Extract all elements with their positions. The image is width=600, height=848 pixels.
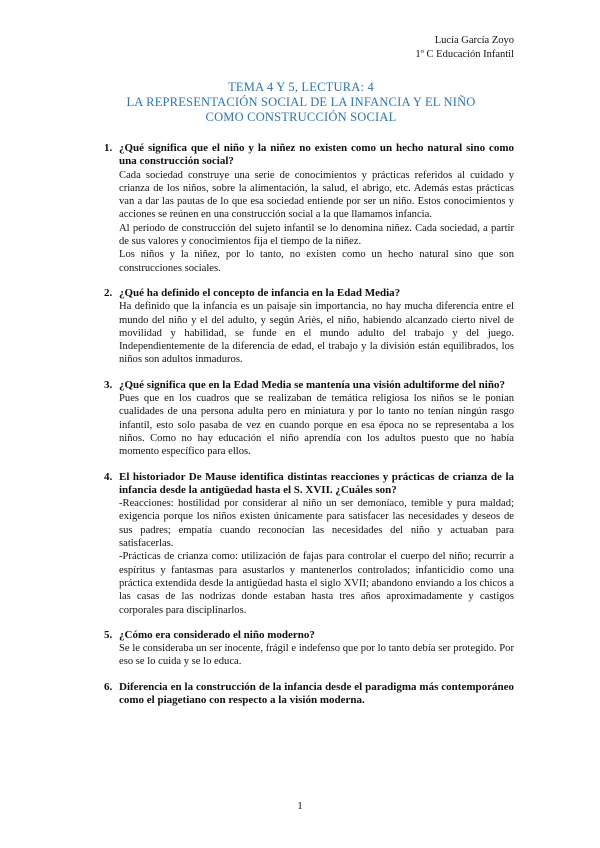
title-line-1: TEMA 4 Y 5, LECTURA: 4 [228,80,374,94]
answer-paragraph: Cada sociedad construye una serie de conocimientos y prácticas referidos al cuidado y crianza de los niños, sobre la alimentación, la salud, el abrigo, etc. Además estas prácticas van a dar las pautas de lo que esa sociedad entiende por ser un niño. Estos conocimientos y acciones se reúnen en una construcción social a la que llamamos infancia. [119,169,514,221]
question-title: ¿Qué significa que en la Edad Media se mantenía una visión adultiforme del niño? [119,378,505,391]
question-list [104,142,514,719]
author-name: Lucía García Zoyo [434,35,514,46]
title-line-3: COMO CONSTRUCCIÓN SOCIAL [205,110,397,124]
question-title: ¿Cómo era considerado el niño moderno? [119,628,315,641]
question-item [104,142,514,275]
course-name: 1º C Educación Infantil [415,49,514,60]
question-number: 5. [104,628,113,641]
answer-paragraph: -Prácticas de crianza como: utilización de fajas para controlar el cuerpo del niño; recurrir a espíritus y fantasmas para asustarlos y mantenerlos controlados; infanticidio como una práctica extendida desde la antigüedad hasta el siglo XVII; abandono enviando a los chicos a las casas de las nodrizas donde estaban hasta tres años aproximadamente y castigos corporales para disciplinarlos. [119,551,514,616]
question-item [104,379,514,459]
question-title: El historiador De Mause identifica distintas reacciones y prácticas de crianza de la infancia desde la antigüedad hasta el S. XVII. ¿Cuáles son? [119,470,514,496]
question-number: 1. [104,142,113,154]
question-item [104,287,514,367]
question-title: ¿Qué significa que el niño y la niñez no existen como un hecho natural sino como una construcción social? [119,142,514,168]
answer-paragraph: Los niños y la niñez, por lo tanto, no existen como un hecho natural sino que son construcciones sociales. [119,249,514,274]
page-number: 1 [297,800,303,812]
question-number: 3. [104,378,113,391]
document-title [95,80,507,125]
question-number: 2. [104,286,113,299]
question-item [104,471,514,617]
question-item [104,681,514,708]
question-item [104,629,514,669]
question-title: Diferencia en la construcción de la infancia desde el paradigma más contemporáneo como el piagetiano con respecto a la visión moderna. [119,680,514,706]
answer-paragraph: -Reacciones: hostilidad por considerar al niño un ser demoníaco, temible y pura maldad; exigencia porque los niños existen únicamente para satisfacer las necesidades y deseos de sus padres; empatía cuando reconocían las necesidades del niño y actuaban para satisfacerlas. [119,498,514,550]
page-header [415,34,514,62]
question-number: 6. [104,680,113,693]
question-title: ¿Qué ha definido el concepto de infancia en la Edad Media? [119,286,401,299]
question-number: 4. [104,470,113,483]
title-line-2: LA REPRESENTACIÓN SOCIAL DE LA INFANCIA Y EL NIÑO [126,95,476,109]
answer-paragraph: Se le consideraba un ser inocente, frágil e indefenso que por lo tanto debía ser protegido. Por eso se lo cuida y se lo educa. [119,643,514,668]
answer-paragraph: Pues que en los cuadros que se realizaban de temática religiosa los niños se le ponían cualidades de una persona adulta pero en miniatura y por lo tanto no tenían ningún rasgo infantil, esto solo pasaba de vez en cuando porque en esa época no se representaba a los niños. Como no hay educación el niño aprendía con los adultos puesto que no había momento específico para ellos. [119,393,514,458]
answer-paragraph: Ha definido que la infancia es un paisaje sin importancia, no hay mucha diferencia entre el mundo del niño y el del adulto, y según Ariès, el niño, habiendo alcanzado cierto nivel de movilidad y habilidad, se funde en el mundo adulto del trabajo y del juego. Independientemente de la diferencia de edad, el trabajo y la división están equilibrados, los niños son adultos inmaduros. [119,301,514,366]
answer-paragraph: Al periodo de construcción del sujeto infantil se lo denomina niñez. Cada sociedad, a partir de sus valores y conocimientos fija el tiempo de la niñez. [119,222,514,248]
